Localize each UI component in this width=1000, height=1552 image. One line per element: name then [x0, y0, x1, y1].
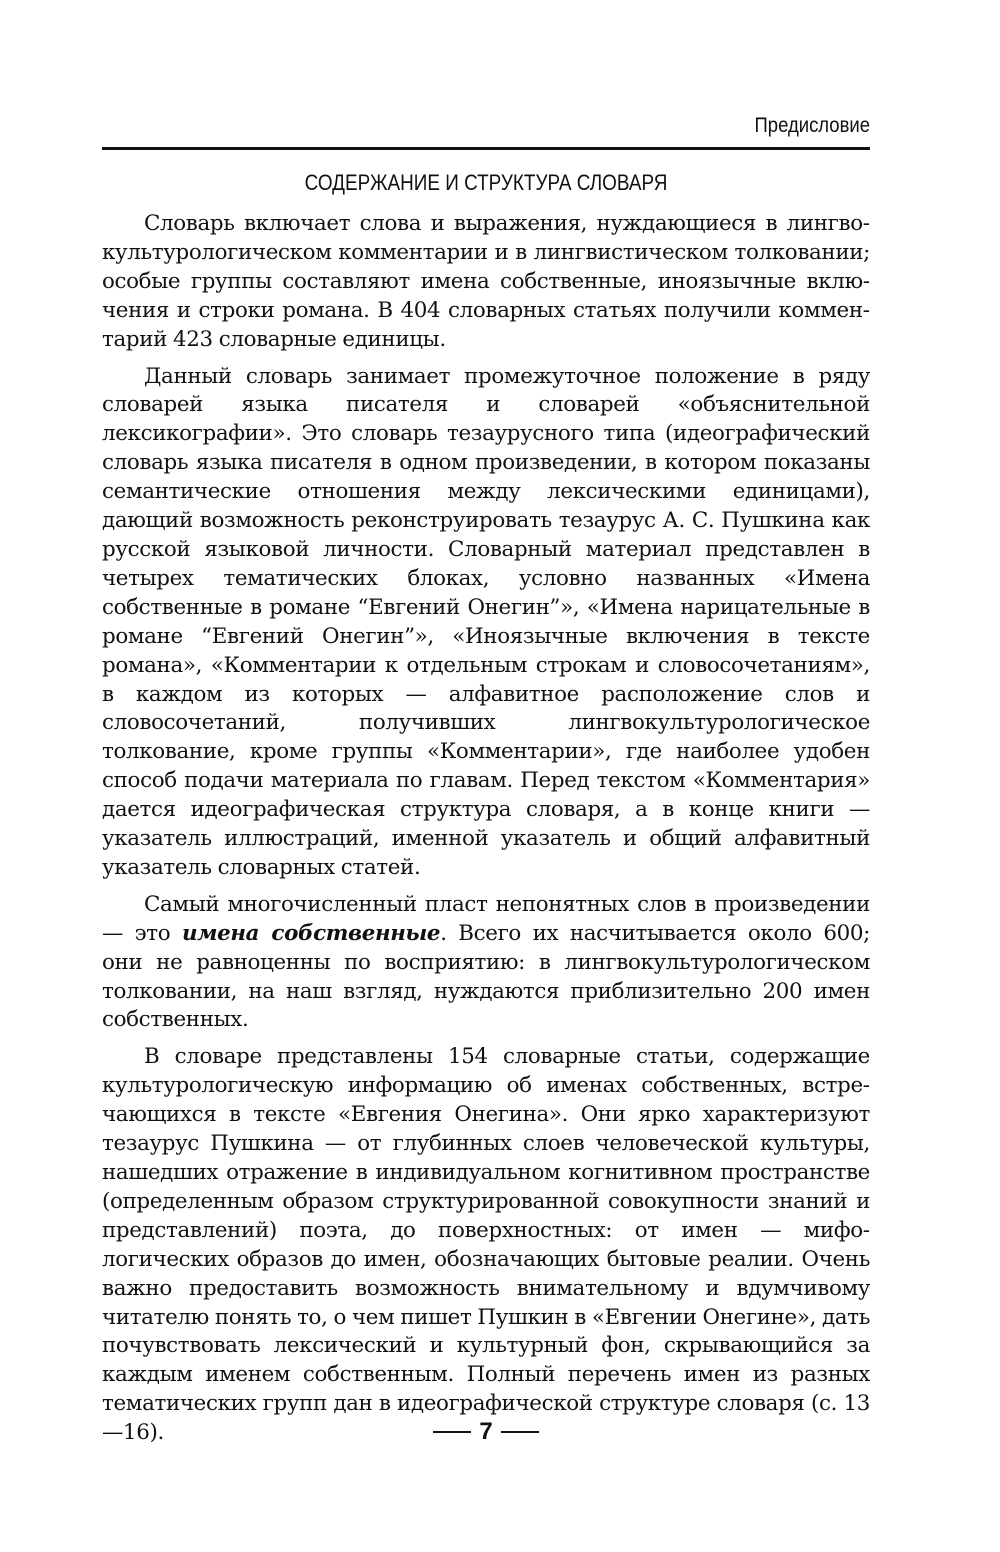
page-number-dash-left [433, 1431, 471, 1433]
page-number-value: 7 [479, 1418, 493, 1445]
section-title: СОДЕРЖАНИЕ И СТРУКТУРА СЛОВАРЯ [304, 170, 668, 195]
header-rule [102, 147, 870, 150]
page-number [102, 1418, 870, 1446]
paragraph-3-end: . Всего их насчитывается около 600; они не равноценны по восприятию: в лингвокультурологическом толковании, на наш взгляд, нуждаются приблизительно 200 имен собственных. [102, 920, 870, 1033]
paragraph-3-start: Самый многочисленный пласт непонятных слов в произведении — это [102, 891, 870, 946]
emphasis-proper-names: имена собственные [181, 920, 441, 946]
paragraph-4: В словаре представлены 154 словарные статьи, содержащие культурологическую информацию об именах собственных, встречающихся в тексте «Евгения Онегина». Они ярко характеризуют тезаурус Пушкина — от глубинных слоев человеческой культуры, нашедших отражение в индивидуальном когнитивном пространстве (определенным образом структурированной совокупности знаний и представлений) поэта, до поверхностных: от имен — мифологических образов до имен, обозначающих бытовые реалии. Очень важно предоставить возможность внимательному и вдумчивому читателю понять то, о чем пишет Пушкин в «Евгении Онегине», дать почувствовать лексический и культурный фон, скрывающийся за каждым именем собственным. Полный перечень имен из разных тематических групп дан в идеографической структуре словаря (с. 13—16). [102, 1044, 870, 1446]
paragraph-2: Данный словарь занимает промежуточное положение в ряду словарей языка писателя и словарей «объяснительной лексикографии». Это словарь тезаурусного типа (идеографический словарь языка писателя в одном произведении, в котором показаны семантические отношения между лексическими единицами), дающий возможность реконструировать тезаурус А. С. Пушкина как русской языковой личности. Словарный материал представлен в четырех тематических блоках, условно названных «Имена собственные в романе “Евгений Онегин”», «Имена нарицательные в романе “Евгений Онегин”», «Иноязычные включения в тексте романа», «Комментарии к отдельным строкам и словосочетаниям», в каждом из которых — алфавитное расположение слов и словосочетаний, получивших лингвокультурологическое толкование, кроме группы «Комментарии», где наиболее удобен способ подачи материала по главам. Перед текстом «Комментария» дается идеографическая структура словаря, а в конце книги — указатель иллюстраций, именной указатель и общий алфавитный указатель словарных статей. [102, 363, 870, 880]
paragraph-3 [102, 891, 870, 1036]
body-text [102, 210, 870, 1456]
running-header: Предисловие [754, 114, 870, 137]
page-number-dash-right [501, 1431, 539, 1433]
paragraph-1: Словарь включает слова и выражения, нуждающиеся в лингвокультурологическом комментарии и в лингвистическом толковании; особые группы составляют имена собственные, иноязычные включения и строки романа. В 404 словарных статьях получили комментарий 423 словарные единицы. [102, 211, 870, 352]
